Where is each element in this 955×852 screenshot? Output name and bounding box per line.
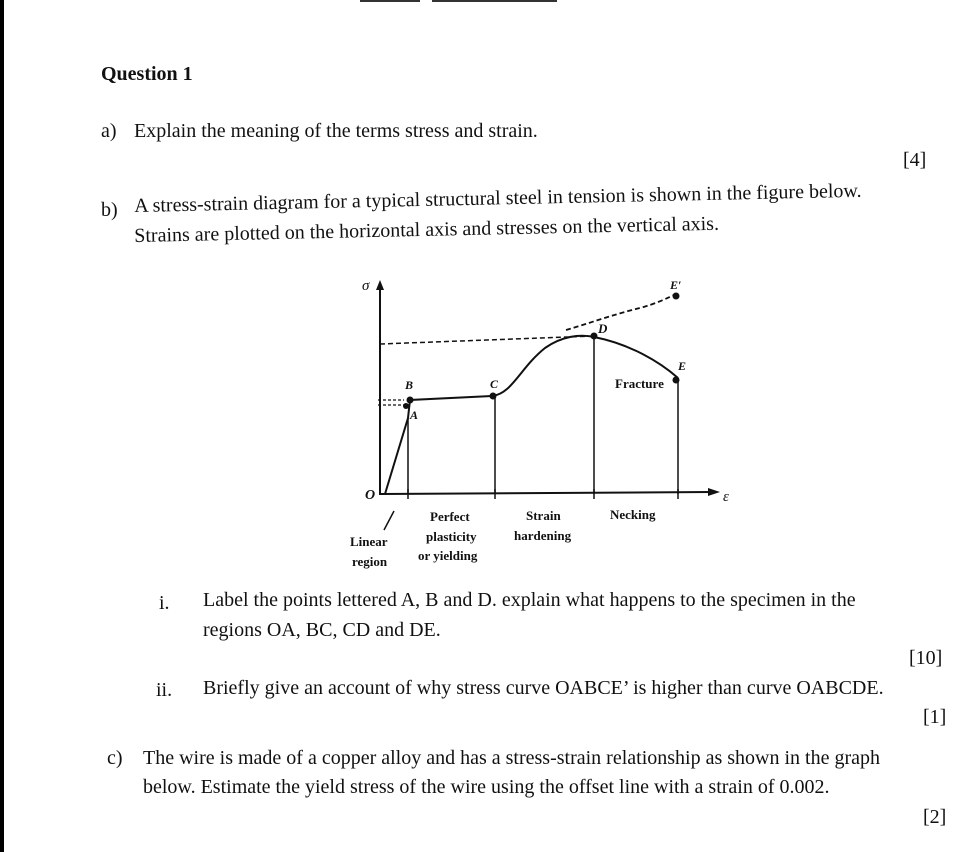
perfect-plasticity-label-line3: or yielding <box>418 548 478 563</box>
part-a-marks: [4] <box>903 149 927 171</box>
point-b-dot <box>407 397 414 404</box>
true-stress-curve <box>566 294 676 330</box>
strain-hardening-label-line1: Strain <box>526 508 561 523</box>
point-a-dot <box>403 403 409 409</box>
previous-answer-underline <box>360 0 560 3</box>
point-e-prime-label: E′ <box>670 278 682 292</box>
stress-strain-figure <box>340 268 760 580</box>
part-c-label: c) <box>107 747 123 769</box>
sub-i-text-line1: Label the points lettered A, B and D. explain what happens to the specimen in the <box>203 589 856 611</box>
part-c-text-line2: below. Estimate the yield stress of the wire using the offset line with a strain of 0.002. <box>143 776 830 798</box>
point-c-dot <box>490 393 497 400</box>
point-e-label: E <box>678 359 687 373</box>
origin-label: O <box>365 488 376 503</box>
point-e-dot <box>673 377 680 384</box>
strain-axis-arrow <box>708 488 720 496</box>
sub-i-text-line2: regions OA, BC, CD and DE. <box>203 619 441 641</box>
perfect-plasticity-label-line2: plasticity <box>426 529 477 544</box>
point-d-label: D <box>598 321 608 336</box>
fracture-label: Fracture <box>615 376 664 391</box>
stress-axis-arrow <box>376 280 384 290</box>
point-e-prime-dot <box>673 293 680 300</box>
sub-i-label: i. <box>159 592 170 614</box>
linear-region-label-line1: Linear <box>350 534 388 549</box>
stress-strain-diagram <box>340 268 760 580</box>
part-b-text-line2: Strains are plotted on the horizontal axis and stresses on the vertical axis. <box>134 212 720 247</box>
part-b-label: b) <box>101 199 118 221</box>
point-d-dot <box>591 333 598 340</box>
sub-ii-text: Briefly give an account of why stress curve OABCE’ is higher than curve OABCDE. <box>203 677 884 699</box>
page-edge <box>0 0 4 852</box>
linear-region-label-line2: region <box>352 554 388 569</box>
engineering-stress-curve <box>385 336 678 494</box>
part-b-text-line1: A stress-strain diagram for a typical structural steel in tension is shown in the figure below. <box>134 179 862 217</box>
question-heading: Question 1 <box>101 63 193 85</box>
necking-label: Necking <box>610 507 656 522</box>
sub-ii-marks: [1] <box>923 706 947 728</box>
sub-i-marks: [10] <box>909 647 943 669</box>
part-c-text-line1: The wire is made of a copper alloy and has a stress-strain relationship as shown in the graph <box>143 747 881 769</box>
linear-region-leader <box>384 511 394 530</box>
point-c-label: C <box>490 377 499 391</box>
stress-axis-symbol: σ <box>362 278 370 294</box>
strain-hardening-label-line2: hardening <box>514 528 572 543</box>
strain-axis <box>380 492 712 494</box>
strain-axis-symbol: ε <box>723 489 729 505</box>
underline-segment <box>432 0 557 2</box>
part-a-text: Explain the meaning of the terms stress and strain. <box>134 120 538 142</box>
underline-segment <box>360 0 420 2</box>
part-c-marks: [2] <box>923 806 947 828</box>
point-b-label: B <box>405 378 414 392</box>
sub-ii-label: ii. <box>156 679 173 701</box>
point-a-label: A <box>410 408 419 422</box>
part-a-label: a) <box>101 120 117 142</box>
perfect-plasticity-label-line1: Perfect <box>430 509 470 524</box>
